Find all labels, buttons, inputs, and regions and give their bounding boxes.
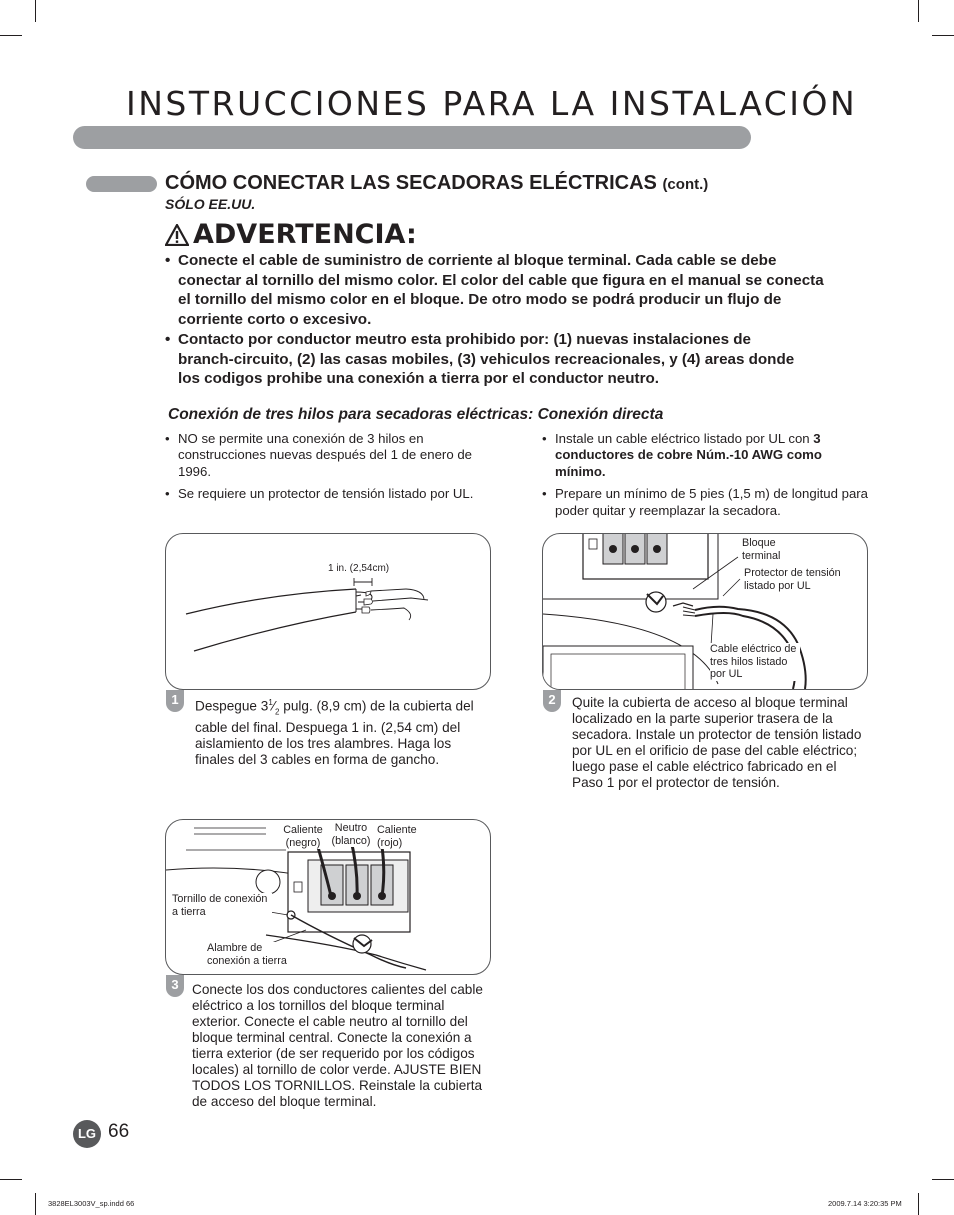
ground-screw-label: Tornillo de conexión a tierra [172, 893, 272, 918]
list-item-text: Instale un cable eléctrico listado por UL con [555, 431, 814, 446]
crop-mark [0, 35, 22, 36]
crop-mark [918, 1193, 919, 1215]
step-3-text: Conecte los dos conductores calientes del cable eléctrico a los tornillos del bloque terminal exterior. Conecte el cable neutro al tornillo del bloque terminal central. Conecte la conexión a tierra exterior (de ser requerido por los códigos locales) al tornillo de color verde. AJUSTE BIEN TODOS LOS TORNILLOS. Reinstale la cubierta de acceso del bloque terminal. [192, 982, 483, 1109]
warning-bullet: • Contacto por conductor meutro esta prohibido por: (1) nuevas instalaciones de branch-circuito, (2) las casas mobiles, (3) vehiculos recreacionales, y (4) areas donde los codigos prohibe una conexión a tierra por el conductor neutro. [165, 330, 805, 389]
crop-mark [918, 0, 919, 22]
step-2-illustration [542, 533, 868, 690]
ground-wire-label: Alambre de conexión a tierra [207, 942, 307, 967]
page-title: INSTRUCCIONES PARA LA INSTALACIÓN [126, 84, 858, 123]
step-1-text: Despegue $3^1⁄_2$ pulg. (8,9 cm) de la cubierta del cable del final. Despuega 1 in. (2,54 cm) del aislamiento de los tres alambres. Haga los finales del 3 cables en forma de gancho. [195, 698, 474, 768]
warning-heading [165, 219, 417, 250]
step-3-illustration [165, 819, 491, 975]
list-item: • Instale un cable eléctrico listado por UL con 3 conductores de cobre Núm.-10 AWG como mínimo. [542, 431, 822, 479]
crop-mark [932, 35, 954, 36]
list-item-text: Se requiere un protector de tensión listado por UL. [178, 486, 474, 502]
right-bullet-list [542, 431, 872, 525]
footer-file: 3828EL3003V_sp.indd 66 [48, 1199, 135, 1208]
lg-logo: LG [73, 1120, 101, 1148]
cable-label: Cable eléctrico de tres hilos listado por UL [710, 643, 800, 681]
fraction-num: 1 [268, 698, 273, 707]
crop-mark [35, 1193, 36, 1215]
subsection-title: Conexión de tres hilos para secadoras eléctricas: Conexión directa [168, 406, 664, 423]
warning-bullet: • Conecte el cable de suministro de corriente al bloque terminal. Cada cable se debe conectar al tornillo del mismo color. El color del cable que figura en el manual se conecta el tornillo del mismo color en el bloque. De otro modo se podrá producir un flujo de corriente corto o excesivo. [165, 252, 824, 328]
list-item: • Se requiere un protector de tensión listado por UL. [165, 486, 474, 502]
terminal-block-illustration [543, 534, 867, 689]
section-subtitle: SÓLO EE.UU. [165, 196, 256, 212]
step-number: 3 [166, 975, 184, 997]
terminal-block-label: Bloque terminal [742, 537, 781, 562]
list-item-bold: 3 conductores de cobre Núm.-10 AWG como mínimo. [555, 431, 822, 479]
list-item-text: Prepare un mínimo de 5 pies (1,5 m) de longitud para poder quitar y reemplazar la secadora. [555, 486, 869, 518]
section-title-suffix: (cont.) [662, 176, 709, 193]
section-pill [86, 176, 157, 192]
step-1-illustration [165, 533, 491, 690]
title-bar [73, 126, 751, 149]
list-item: • Prepare un mínimo de 5 pies (1,5 m) de longitud para poder quitar y reemplazar la secadora. [542, 486, 869, 518]
crop-mark [0, 1179, 22, 1180]
warning-heading-text: ADVERTENCIA: [193, 219, 417, 250]
warning-bullet-text: Contacto por conductor meutro esta prohibido por: (1) nuevas instalaciones de branch-circuito, (2) las casas mobiles, (3) vehiculos recreacionales, y (4) areas donde los codigos prohibe una conexión a tierra por el conductor neutro. [178, 331, 795, 387]
fraction-den: 2 [275, 707, 280, 717]
measure-label: 1 in. (2,54cm) [328, 563, 390, 574]
section-title-text: CÓMO CONECTAR LAS SECADORAS ELÉCTRICAS [165, 172, 657, 194]
section-title [165, 172, 708, 195]
list-item: • NO se permite una conexión de 3 hilos en construcciones nuevas después del 1 de enero de 1996. [165, 431, 472, 479]
step-2-text: Quite la cubierta de acceso al bloque terminal localizado en la parte superior trasera de la secadora. Instale un protector de tensión listado por UL en el orificio de pase del cable eléctrico; luego pase el cable eléctrico fabricado en el Paso 1 por el protector de tensión. [572, 695, 862, 790]
crop-mark [35, 0, 36, 22]
cable-illustration [166, 534, 490, 689]
crop-mark [932, 1179, 954, 1180]
warning-bullet-text: Conecte el cable de suministro de corriente al bloque terminal. Cada cable se debe conectar al tornillo del mismo color. El color del cable que figura en el manual se conecta el tornillo del mismo color en el bloque. De otro modo se podrá producir un flujo de corriente corto o excesivo. [178, 252, 824, 328]
footer-date: 2009.7.14 3:20:35 PM [828, 1199, 902, 1208]
protector-label: Protector de tensión listado por UL [744, 567, 841, 592]
hot-red-label: Caliente (rojo) [377, 824, 425, 849]
hot-black-label: Caliente (negro) [274, 824, 332, 849]
list-item-text: NO se permite una conexión de 3 hilos en construcciones nuevas después del 1 de enero de 1996. [178, 431, 472, 479]
step-text: pulg. (8,9 cm) de la cubierta del cable del final. Despuega 1 in. (2,54 cm) del aislamiento de los tres alambres. Haga los finales del 3 cables en forma de gancho. [195, 698, 474, 768]
left-bullet-list [165, 431, 495, 509]
page-number: 66 [108, 1121, 130, 1142]
neutral-label: Neutro (blanco) [329, 822, 373, 847]
step-number: 2 [543, 690, 561, 712]
step-number: 1 [166, 690, 184, 712]
warning-icon [165, 224, 189, 246]
step-text: Despegue 3 [195, 698, 269, 714]
